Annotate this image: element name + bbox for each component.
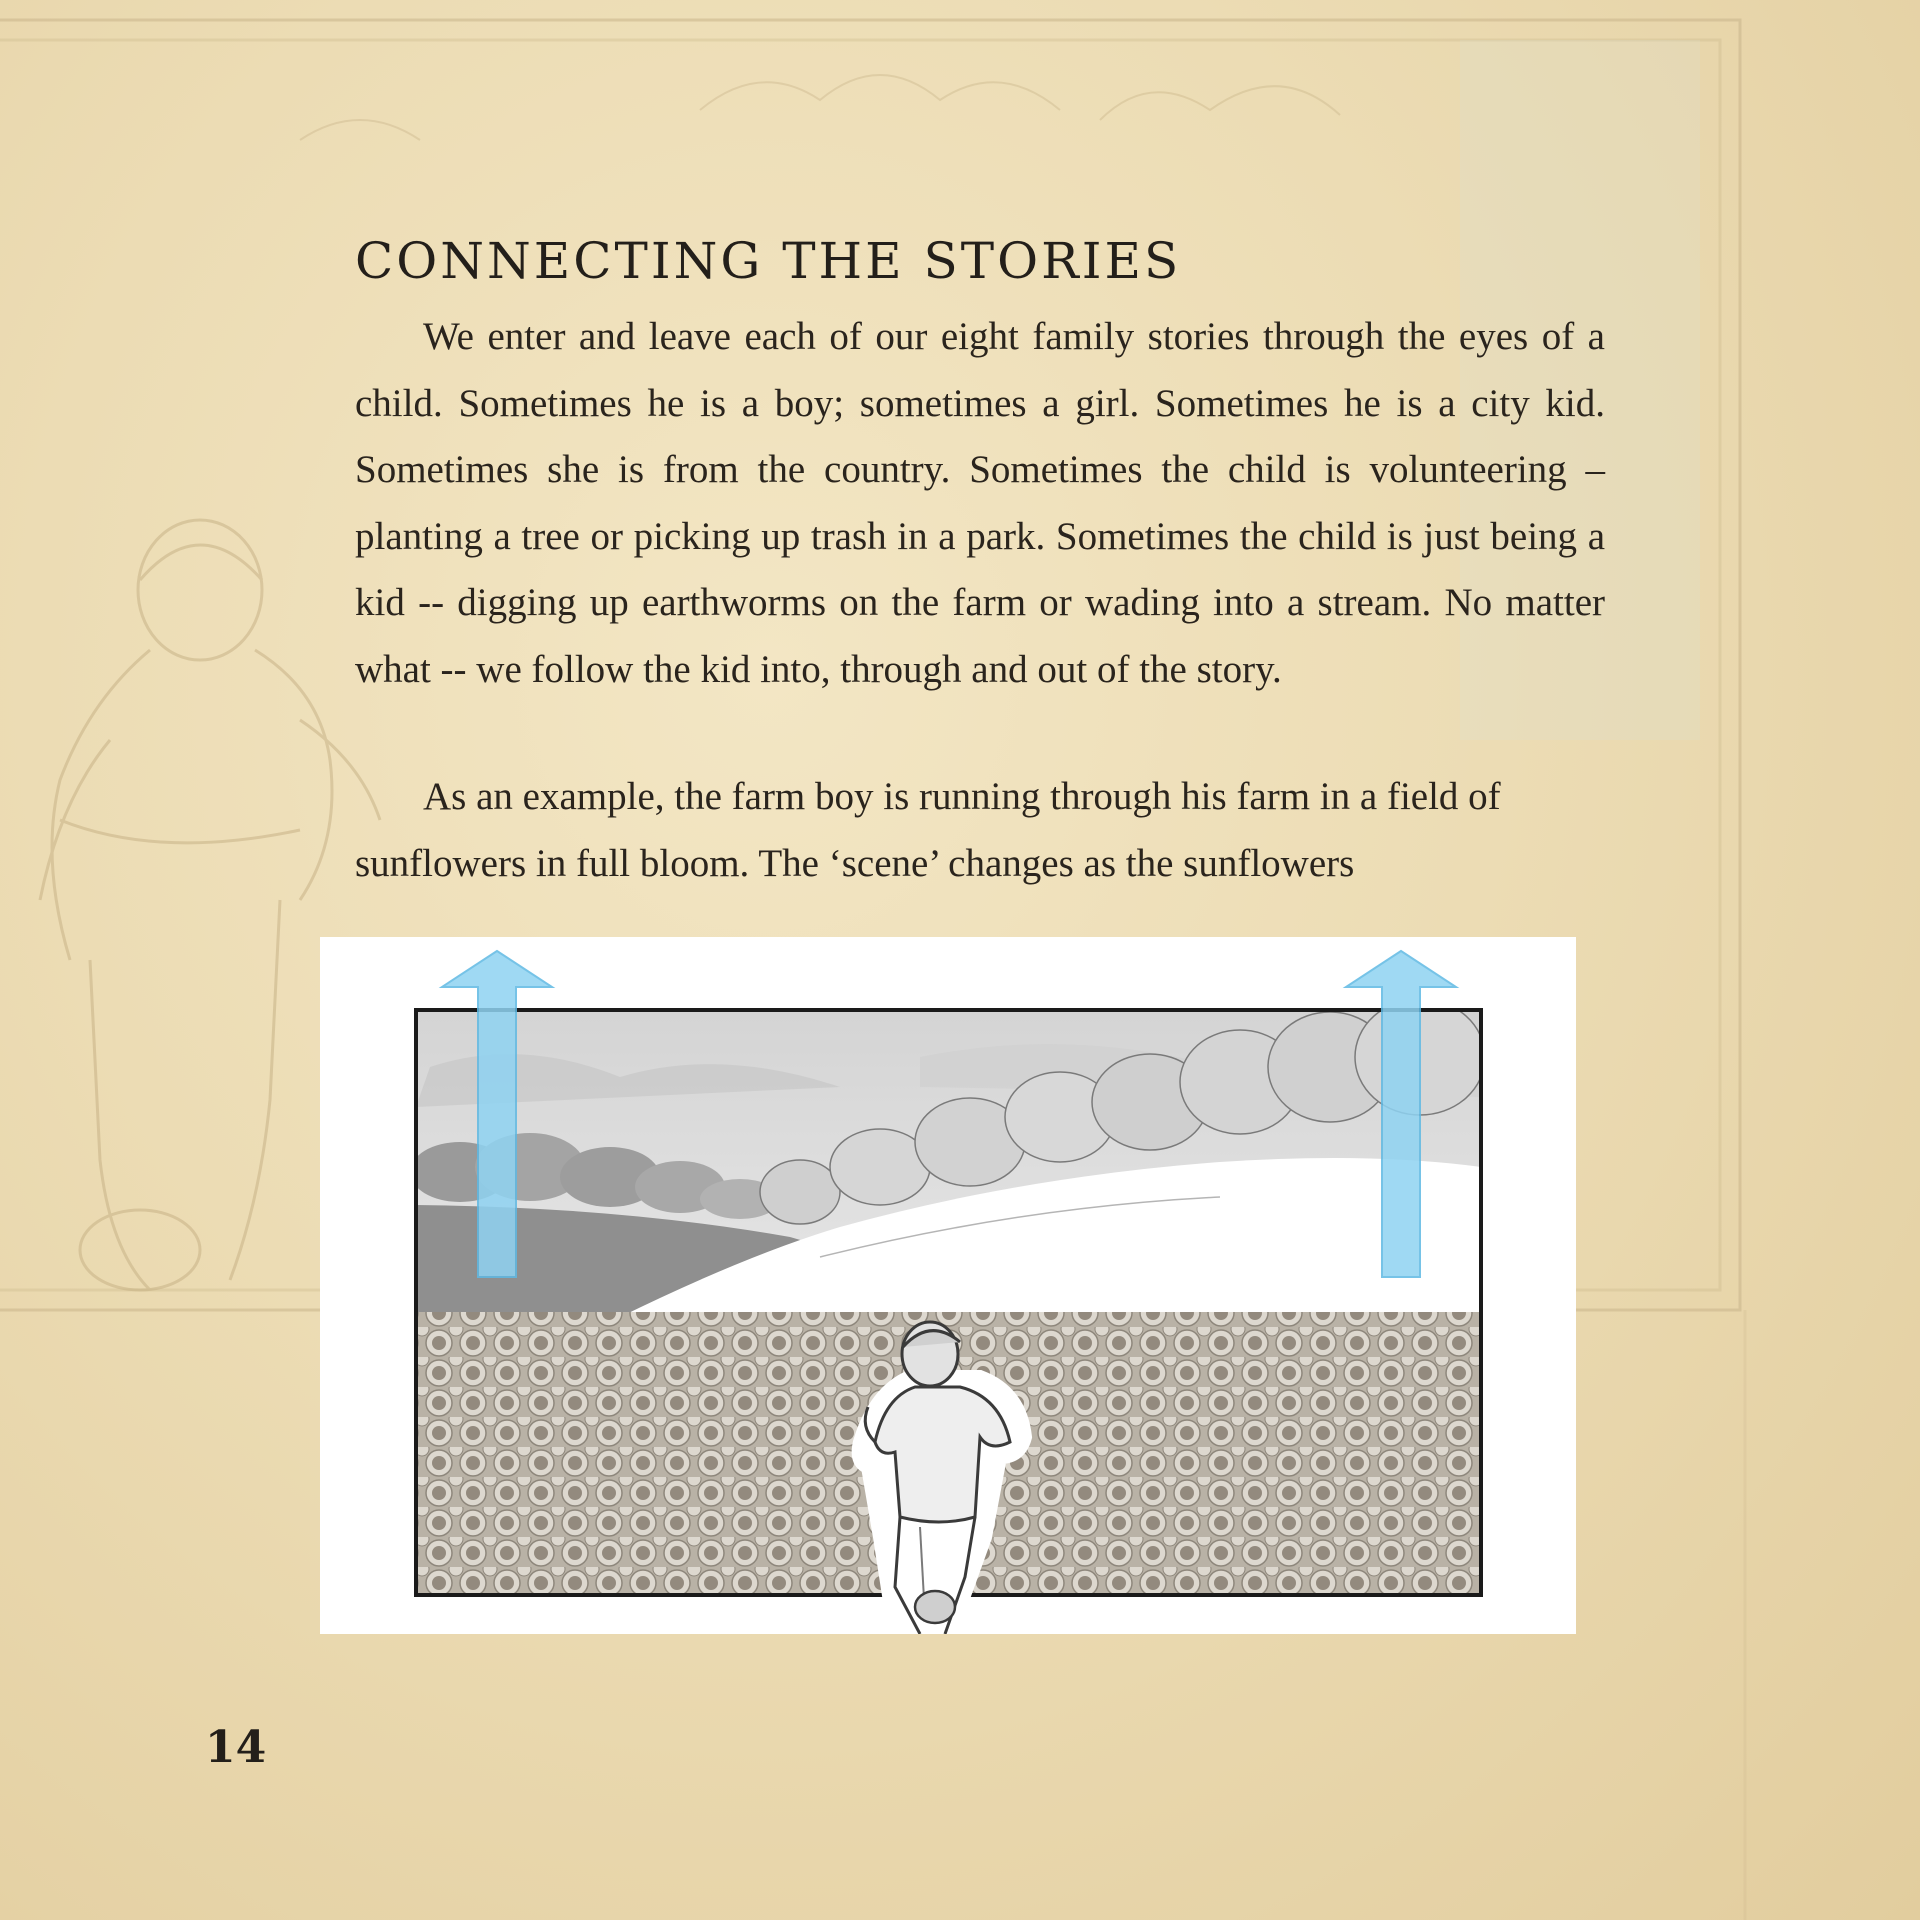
section-heading: CONNECTING THE STORIES	[355, 232, 1182, 290]
page-number: 14	[205, 1722, 267, 1773]
illustration-scene	[320, 937, 1576, 1634]
body-paragraph: As an example, the farm boy is running through his farm in a field of sunflowers in full bloom. The ‘scene’ changes as the sunflowers	[355, 775, 1501, 885]
storyboard-illustration	[320, 937, 1576, 1634]
body-paragraph: We enter and leave each of our eight family stories through the eyes of a child. Sometimes he is a boy; sometimes a girl. Sometimes he is a city kid. Sometimes she is from the country. Sometimes the child is volunteering – planting a tree or picking up trash in a park. Sometimes the child is just being a kid -- digging up earthworms on the farm or wading into a stream. No matter what -- we follow the kid into, through and out of the story.	[355, 315, 1605, 691]
